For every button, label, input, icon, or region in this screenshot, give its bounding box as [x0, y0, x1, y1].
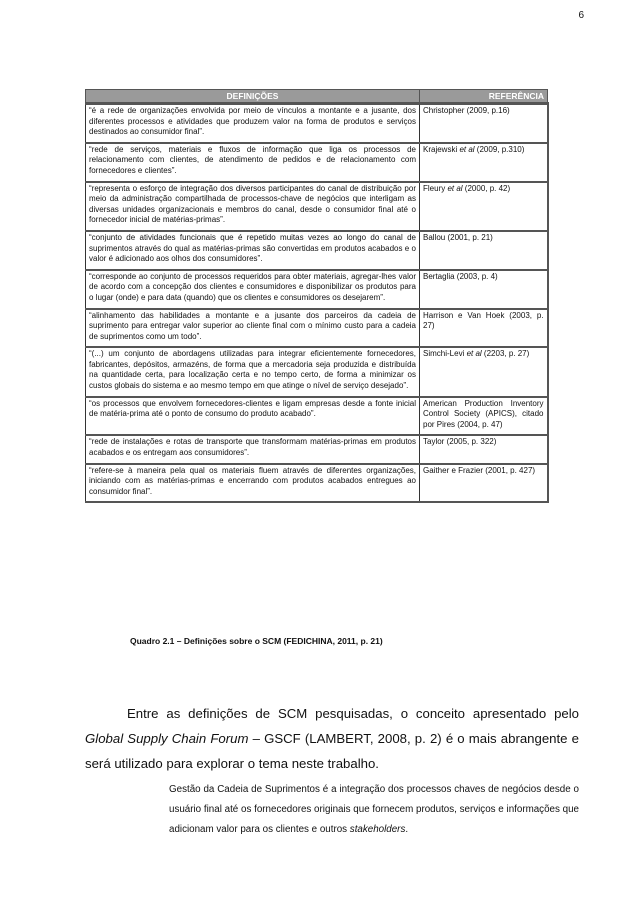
text-run: – GSCF (LAMBERT, 2008, p. 2) é o mais abrangente e será utilizado para explorar o tema neste trabalho.: [85, 731, 579, 772]
body-paragraph-text: [85, 706, 579, 771]
reference-cell: [420, 347, 548, 396]
table-row: [86, 270, 548, 309]
table-row: [86, 464, 548, 503]
table-body: [86, 104, 548, 503]
table-row: [86, 347, 548, 396]
definition-cell: “rede de serviços, materiais e fluxos de informação que liga os processos de relacionamento com clientes, de atendimento de pedidos e de relacionamento com fornecedores e clientes”.: [86, 143, 420, 182]
reference-cell: [420, 464, 548, 503]
reference-text: Christopher (2009, p.16): [423, 106, 510, 115]
definition-cell: “representa o esforço de integração dos diversos participantes do canal de distribuição por meio da administração compartilhada de processos-chave de negócios que interligam as diversas unidades organizacionais e membros do canal, desde o consumidor final até o fornecedor inicial de matérias-primas”.: [86, 182, 420, 231]
reference-cell: [420, 143, 548, 182]
text-run: .: [405, 823, 409, 835]
reference-text: Harrison e Van Hoek (2003, p. 27): [423, 310, 544, 331]
body-paragraph: [85, 701, 579, 776]
definition-cell: “é a rede de organizações envolvida por meio de vínculos a montante e a jusante, dos diferentes processos e atividades que produzem valor na forma de produtos e serviços destinados ao consumidor final”.: [86, 104, 420, 143]
definition-cell: “alinhamento das habilidades a montante e a jusante dos parceiros da cadeia de suprimento para entregar valor superior ao cliente final com o mínimo custo para a cadeia de suprimentos como um todo”.: [86, 309, 420, 348]
table-row: [86, 231, 548, 270]
reference-text: Fleury: [423, 183, 448, 193]
block-quote: [169, 780, 579, 840]
definition-cell: “rede de instalações e rotas de transporte que transformam matérias-primas em produtos acabados e os entregam aos consumidores”.: [86, 435, 420, 463]
reference-cell: [420, 309, 548, 348]
reference-text: Ballou (2001, p. 21): [423, 232, 493, 242]
reference-text: (2000, p. 42): [462, 183, 511, 193]
definition-cell: “(...) um conjunto de abordagens utilizadas para integrar eficientemente fornecedores, fabricantes, depósitos, armazéns, de forma que a mercadoria seja produzida e distribuída na quantidade certa, para localização certa e no tempo certo, de forma a minimizar os custos globais do sistema e ao mesmo tempo em que atinge o nível de serviço desejado”.: [86, 347, 420, 396]
page-number: 6: [578, 10, 584, 21]
reference-italic-text: et al: [447, 183, 463, 193]
table-header-row: [86, 90, 548, 104]
reference-text: American Production Inventory Control Society (APICS), citado por Pires (2004, p. 47): [423, 398, 544, 429]
reference-text: Gaither e Frazier (2001, p. 427): [423, 465, 536, 475]
reference-cell: [420, 270, 548, 309]
definition-cell: “os processos que envolvem fornecedores-clientes e ligam empresas desde a fonte inicial de matéria-prima até o ponto de consumo do produto acabado”.: [86, 397, 420, 436]
definition-cell: “corresponde ao conjunto de processos requeridos para obter materiais, agregar-lhes valor de acordo com a concepção dos clientes e consumidores e disponibilizar os produtos para o lugar (onde) e para data (quando) que os clientes e consumidores os desejarem”.: [86, 270, 420, 309]
table-row: [86, 143, 548, 182]
text-run: Entre as definições de SCM pesquisadas, o conceito apresentado pelo: [127, 706, 579, 722]
header-reference: REFERÊNCIA: [420, 90, 548, 104]
italic-text: Global Supply Chain Forum: [85, 731, 249, 747]
italic-text: stakeholders: [349, 823, 406, 835]
reference-text: Taylor (2005, p. 322): [423, 437, 497, 447]
table-row: [86, 182, 548, 231]
table-row: [86, 397, 548, 436]
reference-cell: [420, 435, 548, 463]
table-row: [86, 104, 548, 143]
definition-cell: “conjunto de atividades funcionais que é repetido muitas vezes ao longo do canal de suprimentos através do qual as matérias-primas são convertidas em produtos acabados e o valor é adicionado aos olhos dos consumidores”.: [86, 231, 420, 270]
reference-cell: [420, 397, 548, 436]
reference-italic-text: et al: [466, 349, 482, 359]
table-caption: Quadro 2.1 – Definições sobre o SCM (FEDICHINA, 2011, p. 21): [130, 636, 383, 646]
text-run: Gestão da Cadeia de Suprimentos é a integração dos processos chaves de negócios desde o usuário final até os fornecedores originais que fornecem produtos, serviços e informações que adicionam valor para os clientes e outros: [169, 783, 579, 835]
reference-cell: [420, 231, 548, 270]
reference-text: Krajewski: [423, 144, 460, 154]
table-row: [86, 309, 548, 348]
block-quote-text: [169, 784, 579, 835]
header-definitions: DEFINIÇÕES: [86, 90, 420, 104]
table-row: [86, 435, 548, 463]
reference-text: (2203, p. 27): [481, 349, 530, 359]
reference-text: (2009, p.310): [474, 144, 525, 154]
definition-cell: “refere-se à maneira pela qual os materiais fluem através de diferentes organizações, iniciando com as matérias-primas e encerrando com produtos acabados entregues ao consumidor final”.: [86, 464, 420, 503]
reference-text: Bertaglia (2003, p. 4): [423, 271, 498, 281]
reference-cell: [420, 104, 548, 143]
reference-italic-text: et al: [459, 144, 475, 154]
reference-cell: [420, 182, 548, 231]
reference-text: Simchi-Levi: [423, 349, 467, 359]
definitions-table: [85, 89, 549, 503]
